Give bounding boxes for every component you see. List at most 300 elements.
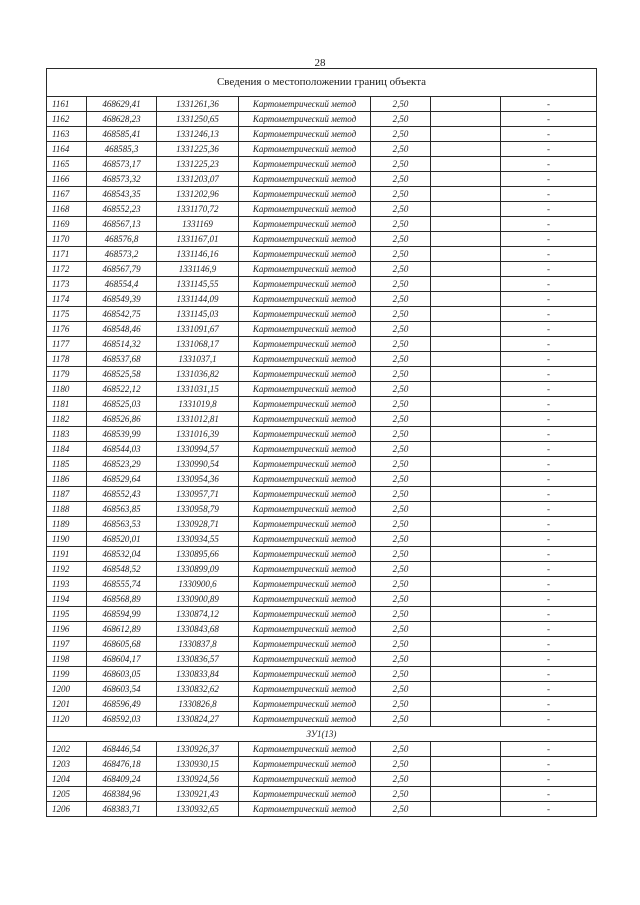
determination-method: Картометрический метод — [239, 802, 371, 817]
table-row — [47, 382, 597, 397]
empty-cell — [431, 337, 501, 352]
coordinate-x: 468554,4 — [87, 277, 157, 292]
point-description: - — [501, 712, 597, 727]
point-description: - — [501, 427, 597, 442]
coordinate-y: 1330843,68 — [157, 622, 239, 637]
coordinate-x: 468525,03 — [87, 397, 157, 412]
point-description: - — [501, 517, 597, 532]
point-number: 1165 — [47, 157, 87, 172]
table-row — [47, 622, 597, 637]
coordinate-y: 1330930,15 — [157, 757, 239, 772]
coordinate-x: 468526,86 — [87, 412, 157, 427]
empty-cell — [431, 802, 501, 817]
coordinate-y: 1330874,12 — [157, 607, 239, 622]
table-row — [47, 247, 597, 262]
point-number: 1204 — [47, 772, 87, 787]
point-number: 1180 — [47, 382, 87, 397]
point-description: - — [501, 502, 597, 517]
empty-cell — [431, 97, 501, 112]
table-row — [47, 532, 597, 547]
coordinate-y: 1331169 — [157, 217, 239, 232]
point-number: 1185 — [47, 457, 87, 472]
coordinate-x: 468539,99 — [87, 427, 157, 442]
page-number: 28 — [314, 57, 326, 69]
point-description: - — [501, 622, 597, 637]
coordinate-y: 1330957,71 — [157, 487, 239, 502]
coordinate-x: 468383,71 — [87, 802, 157, 817]
determination-method: Картометрический метод — [239, 592, 371, 607]
table-row — [47, 712, 597, 727]
empty-cell — [431, 187, 501, 202]
point-description: - — [501, 397, 597, 412]
point-number: 1120 — [47, 712, 87, 727]
point-number: 1201 — [47, 697, 87, 712]
point-description: - — [501, 667, 597, 682]
determination-method: Картометрический метод — [239, 637, 371, 652]
accuracy-value: 2,50 — [371, 337, 431, 352]
point-number: 1205 — [47, 787, 87, 802]
coordinate-x: 468605,68 — [87, 637, 157, 652]
coordinate-y: 1330832,62 — [157, 682, 239, 697]
coordinate-x: 468543,35 — [87, 187, 157, 202]
table-row — [47, 772, 597, 787]
empty-cell — [431, 532, 501, 547]
coordinate-x: 468629,41 — [87, 97, 157, 112]
table-row — [47, 487, 597, 502]
coordinate-y: 1331246,13 — [157, 127, 239, 142]
determination-method: Картометрический метод — [239, 652, 371, 667]
coordinate-y: 1331146,16 — [157, 247, 239, 262]
empty-cell — [431, 742, 501, 757]
empty-cell — [431, 232, 501, 247]
point-number: 1177 — [47, 337, 87, 352]
coordinate-x: 468522,12 — [87, 382, 157, 397]
empty-cell — [431, 307, 501, 322]
point-number: 1200 — [47, 682, 87, 697]
point-description: - — [501, 577, 597, 592]
empty-cell — [431, 427, 501, 442]
table-row — [47, 112, 597, 127]
empty-cell — [431, 652, 501, 667]
accuracy-value: 2,50 — [371, 547, 431, 562]
determination-method: Картометрический метод — [239, 217, 371, 232]
determination-method: Картометрический метод — [239, 712, 371, 727]
coordinate-x: 468529,64 — [87, 472, 157, 487]
determination-method: Картометрический метод — [239, 667, 371, 682]
coordinate-y: 1330895,66 — [157, 547, 239, 562]
coordinate-x: 468548,46 — [87, 322, 157, 337]
point-description: - — [501, 157, 597, 172]
determination-method: Картометрический метод — [239, 202, 371, 217]
empty-cell — [431, 292, 501, 307]
empty-cell — [431, 202, 501, 217]
table-row — [47, 502, 597, 517]
determination-method: Картометрический метод — [239, 262, 371, 277]
accuracy-value: 2,50 — [371, 607, 431, 622]
point-description: - — [501, 412, 597, 427]
table-row — [47, 337, 597, 352]
point-number: 1179 — [47, 367, 87, 382]
point-number: 1199 — [47, 667, 87, 682]
coordinate-y: 1330994,57 — [157, 442, 239, 457]
determination-method: Картометрический метод — [239, 247, 371, 262]
coordinate-x: 468384,96 — [87, 787, 157, 802]
accuracy-value: 2,50 — [371, 502, 431, 517]
point-number: 1195 — [47, 607, 87, 622]
coordinate-x: 468603,54 — [87, 682, 157, 697]
point-number: 1184 — [47, 442, 87, 457]
coordinate-x: 468409,24 — [87, 772, 157, 787]
point-number: 1192 — [47, 562, 87, 577]
empty-cell — [431, 487, 501, 502]
table-row — [47, 637, 597, 652]
table-row — [47, 697, 597, 712]
table-row — [47, 352, 597, 367]
point-number: 1202 — [47, 742, 87, 757]
accuracy-value: 2,50 — [371, 457, 431, 472]
coordinate-y: 1331170,72 — [157, 202, 239, 217]
determination-method: Картометрический метод — [239, 757, 371, 772]
point-description: - — [501, 532, 597, 547]
point-number: 1186 — [47, 472, 87, 487]
point-number: 1178 — [47, 352, 87, 367]
accuracy-value: 2,50 — [371, 667, 431, 682]
table-row — [47, 127, 597, 142]
empty-cell — [431, 472, 501, 487]
coordinate-y: 1331225,23 — [157, 157, 239, 172]
determination-method: Картометрический метод — [239, 277, 371, 292]
point-number: 1181 — [47, 397, 87, 412]
coordinate-x: 468612,89 — [87, 622, 157, 637]
point-number: 1164 — [47, 142, 87, 157]
accuracy-value: 2,50 — [371, 292, 431, 307]
accuracy-value: 2,50 — [371, 442, 431, 457]
accuracy-value: 2,50 — [371, 772, 431, 787]
coordinate-y: 1330926,37 — [157, 742, 239, 757]
determination-method: Картометрический метод — [239, 487, 371, 502]
empty-cell — [431, 277, 501, 292]
point-number: 1190 — [47, 532, 87, 547]
point-description: - — [501, 697, 597, 712]
determination-method: Картометрический метод — [239, 172, 371, 187]
point-number: 1194 — [47, 592, 87, 607]
coordinate-y: 1331012,81 — [157, 412, 239, 427]
coordinate-y: 1330924,56 — [157, 772, 239, 787]
table-row — [47, 292, 597, 307]
point-number: 1189 — [47, 517, 87, 532]
accuracy-value: 2,50 — [371, 532, 431, 547]
accuracy-value: 2,50 — [371, 172, 431, 187]
determination-method: Картометрический метод — [239, 427, 371, 442]
point-description: - — [501, 97, 597, 112]
table-row — [47, 322, 597, 337]
accuracy-value: 2,50 — [371, 787, 431, 802]
table-row — [47, 202, 597, 217]
empty-cell — [431, 622, 501, 637]
determination-method: Картометрический метод — [239, 367, 371, 382]
determination-method: Картометрический метод — [239, 697, 371, 712]
table-row — [47, 142, 597, 157]
determination-method: Картометрический метод — [239, 532, 371, 547]
table-row — [47, 742, 597, 757]
coordinate-y: 1331250,65 — [157, 112, 239, 127]
point-number: 1182 — [47, 412, 87, 427]
determination-method: Картометрический метод — [239, 772, 371, 787]
coordinate-x: 468563,53 — [87, 517, 157, 532]
table-row — [47, 562, 597, 577]
determination-method: Картометрический метод — [239, 232, 371, 247]
point-description: - — [501, 757, 597, 772]
coordinate-y: 1330921,43 — [157, 787, 239, 802]
accuracy-value: 2,50 — [371, 112, 431, 127]
table-row — [47, 517, 597, 532]
coordinate-y: 1330899,09 — [157, 562, 239, 577]
determination-method: Картометрический метод — [239, 157, 371, 172]
point-number: 1174 — [47, 292, 87, 307]
coordinate-y: 1331031,15 — [157, 382, 239, 397]
coordinate-y: 1331019,8 — [157, 397, 239, 412]
coordinate-y: 1330833,84 — [157, 667, 239, 682]
coordinate-x: 468542,75 — [87, 307, 157, 322]
point-description: - — [501, 337, 597, 352]
point-description: - — [501, 442, 597, 457]
point-description: - — [501, 802, 597, 817]
determination-method: Картометрический метод — [239, 787, 371, 802]
point-description: - — [501, 457, 597, 472]
determination-method: Картометрический метод — [239, 457, 371, 472]
coordinate-x: 468520,01 — [87, 532, 157, 547]
empty-cell — [431, 607, 501, 622]
table-row — [47, 577, 597, 592]
point-description: - — [501, 292, 597, 307]
empty-cell — [431, 757, 501, 772]
coordinate-y: 1331145,03 — [157, 307, 239, 322]
coordinate-x: 468523,29 — [87, 457, 157, 472]
point-number: 1168 — [47, 202, 87, 217]
empty-cell — [431, 517, 501, 532]
point-description: - — [501, 217, 597, 232]
empty-cell — [431, 142, 501, 157]
coordinate-x: 468525,58 — [87, 367, 157, 382]
point-description: - — [501, 307, 597, 322]
point-description: - — [501, 172, 597, 187]
boundary-coordinates-table — [46, 68, 597, 817]
accuracy-value: 2,50 — [371, 232, 431, 247]
table-row — [47, 262, 597, 277]
empty-cell — [431, 637, 501, 652]
section-label: ЗУ1(13) — [47, 727, 597, 742]
accuracy-value: 2,50 — [371, 367, 431, 382]
point-number: 1188 — [47, 502, 87, 517]
coordinate-y: 1330900,89 — [157, 592, 239, 607]
point-number: 1163 — [47, 127, 87, 142]
coordinate-x: 468592,03 — [87, 712, 157, 727]
table-title-row — [47, 69, 597, 97]
coordinate-y: 1331037,1 — [157, 352, 239, 367]
accuracy-value: 2,50 — [371, 262, 431, 277]
coordinate-x: 468532,04 — [87, 547, 157, 562]
point-number: 1187 — [47, 487, 87, 502]
coordinate-y: 1331261,36 — [157, 97, 239, 112]
accuracy-value: 2,50 — [371, 352, 431, 367]
empty-cell — [431, 412, 501, 427]
empty-cell — [431, 172, 501, 187]
coordinate-x: 468604,17 — [87, 652, 157, 667]
table-row — [47, 607, 597, 622]
point-description: - — [501, 472, 597, 487]
table-row — [47, 427, 597, 442]
coordinate-x: 468573,2 — [87, 247, 157, 262]
empty-cell — [431, 217, 501, 232]
point-description: - — [501, 352, 597, 367]
coordinate-x: 468514,32 — [87, 337, 157, 352]
point-number: 1162 — [47, 112, 87, 127]
point-description: - — [501, 322, 597, 337]
accuracy-value: 2,50 — [371, 277, 431, 292]
point-description: - — [501, 637, 597, 652]
coordinate-x: 468568,89 — [87, 592, 157, 607]
coordinate-x: 468537,68 — [87, 352, 157, 367]
empty-cell — [431, 577, 501, 592]
point-number: 1166 — [47, 172, 87, 187]
coordinate-y: 1331203,07 — [157, 172, 239, 187]
point-description: - — [501, 742, 597, 757]
table-row — [47, 217, 597, 232]
determination-method: Картометрический метод — [239, 307, 371, 322]
accuracy-value: 2,50 — [371, 682, 431, 697]
coordinate-x: 468573,32 — [87, 172, 157, 187]
accuracy-value: 2,50 — [371, 412, 431, 427]
accuracy-value: 2,50 — [371, 592, 431, 607]
accuracy-value: 2,50 — [371, 322, 431, 337]
determination-method: Картометрический метод — [239, 142, 371, 157]
coordinate-y: 1331225,36 — [157, 142, 239, 157]
point-description: - — [501, 382, 597, 397]
coordinate-y: 1331144,09 — [157, 292, 239, 307]
accuracy-value: 2,50 — [371, 622, 431, 637]
accuracy-value: 2,50 — [371, 142, 431, 157]
determination-method: Картометрический метод — [239, 112, 371, 127]
determination-method: Картометрический метод — [239, 382, 371, 397]
point-description: - — [501, 127, 597, 142]
coordinate-x: 468594,99 — [87, 607, 157, 622]
accuracy-value: 2,50 — [371, 187, 431, 202]
coordinate-x: 468585,41 — [87, 127, 157, 142]
point-number: 1167 — [47, 187, 87, 202]
coordinate-x: 468548,52 — [87, 562, 157, 577]
accuracy-value: 2,50 — [371, 157, 431, 172]
accuracy-value: 2,50 — [371, 757, 431, 772]
point-description: - — [501, 772, 597, 787]
coordinate-x: 468628,23 — [87, 112, 157, 127]
table-row — [47, 682, 597, 697]
accuracy-value: 2,50 — [371, 427, 431, 442]
empty-cell — [431, 127, 501, 142]
determination-method: Картометрический метод — [239, 97, 371, 112]
empty-cell — [431, 682, 501, 697]
accuracy-value: 2,50 — [371, 517, 431, 532]
coordinate-y: 1330934,55 — [157, 532, 239, 547]
point-description: - — [501, 202, 597, 217]
coordinate-y: 1330824,27 — [157, 712, 239, 727]
coordinate-x: 468585,3 — [87, 142, 157, 157]
table-row — [47, 157, 597, 172]
point-description: - — [501, 247, 597, 262]
coordinate-y: 1331036,82 — [157, 367, 239, 382]
empty-cell — [431, 247, 501, 262]
table-row — [47, 802, 597, 817]
empty-cell — [431, 772, 501, 787]
determination-method: Картометрический метод — [239, 412, 371, 427]
point-description: - — [501, 652, 597, 667]
table-row — [47, 592, 597, 607]
table-row — [47, 367, 597, 382]
accuracy-value: 2,50 — [371, 247, 431, 262]
coordinate-x: 468576,8 — [87, 232, 157, 247]
table-row — [47, 232, 597, 247]
table-row — [47, 397, 597, 412]
table-row — [47, 277, 597, 292]
coordinate-y: 1331091,67 — [157, 322, 239, 337]
table-row — [47, 307, 597, 322]
coordinate-y: 1331146,9 — [157, 262, 239, 277]
coordinate-y: 1330954,36 — [157, 472, 239, 487]
point-number: 1170 — [47, 232, 87, 247]
point-number: 1203 — [47, 757, 87, 772]
point-description: - — [501, 787, 597, 802]
determination-method: Картометрический метод — [239, 472, 371, 487]
point-number: 1197 — [47, 637, 87, 652]
empty-cell — [431, 592, 501, 607]
accuracy-value: 2,50 — [371, 472, 431, 487]
empty-cell — [431, 382, 501, 397]
determination-method: Картометрический метод — [239, 502, 371, 517]
point-number: 1171 — [47, 247, 87, 262]
coordinate-x: 468544,03 — [87, 442, 157, 457]
point-number: 1176 — [47, 322, 87, 337]
determination-method: Картометрический метод — [239, 352, 371, 367]
determination-method: Картометрический метод — [239, 607, 371, 622]
coordinate-x: 468552,43 — [87, 487, 157, 502]
determination-method: Картометрический метод — [239, 292, 371, 307]
empty-cell — [431, 547, 501, 562]
accuracy-value: 2,50 — [371, 652, 431, 667]
table-row — [47, 667, 597, 682]
accuracy-value: 2,50 — [371, 127, 431, 142]
accuracy-value: 2,50 — [371, 742, 431, 757]
point-description: - — [501, 562, 597, 577]
determination-method: Картометрический метод — [239, 622, 371, 637]
table-row — [47, 442, 597, 457]
table-row — [47, 652, 597, 667]
point-description: - — [501, 142, 597, 157]
empty-cell — [431, 457, 501, 472]
empty-cell — [431, 787, 501, 802]
empty-cell — [431, 562, 501, 577]
coordinate-x: 468549,39 — [87, 292, 157, 307]
coordinate-y: 1331145,55 — [157, 277, 239, 292]
determination-method: Картометрический метод — [239, 442, 371, 457]
point-number: 1175 — [47, 307, 87, 322]
accuracy-value: 2,50 — [371, 202, 431, 217]
coordinate-x: 468476,18 — [87, 757, 157, 772]
accuracy-value: 2,50 — [371, 217, 431, 232]
determination-method: Картометрический метод — [239, 187, 371, 202]
accuracy-value: 2,50 — [371, 97, 431, 112]
point-number: 1198 — [47, 652, 87, 667]
table-row — [47, 187, 597, 202]
empty-cell — [431, 322, 501, 337]
